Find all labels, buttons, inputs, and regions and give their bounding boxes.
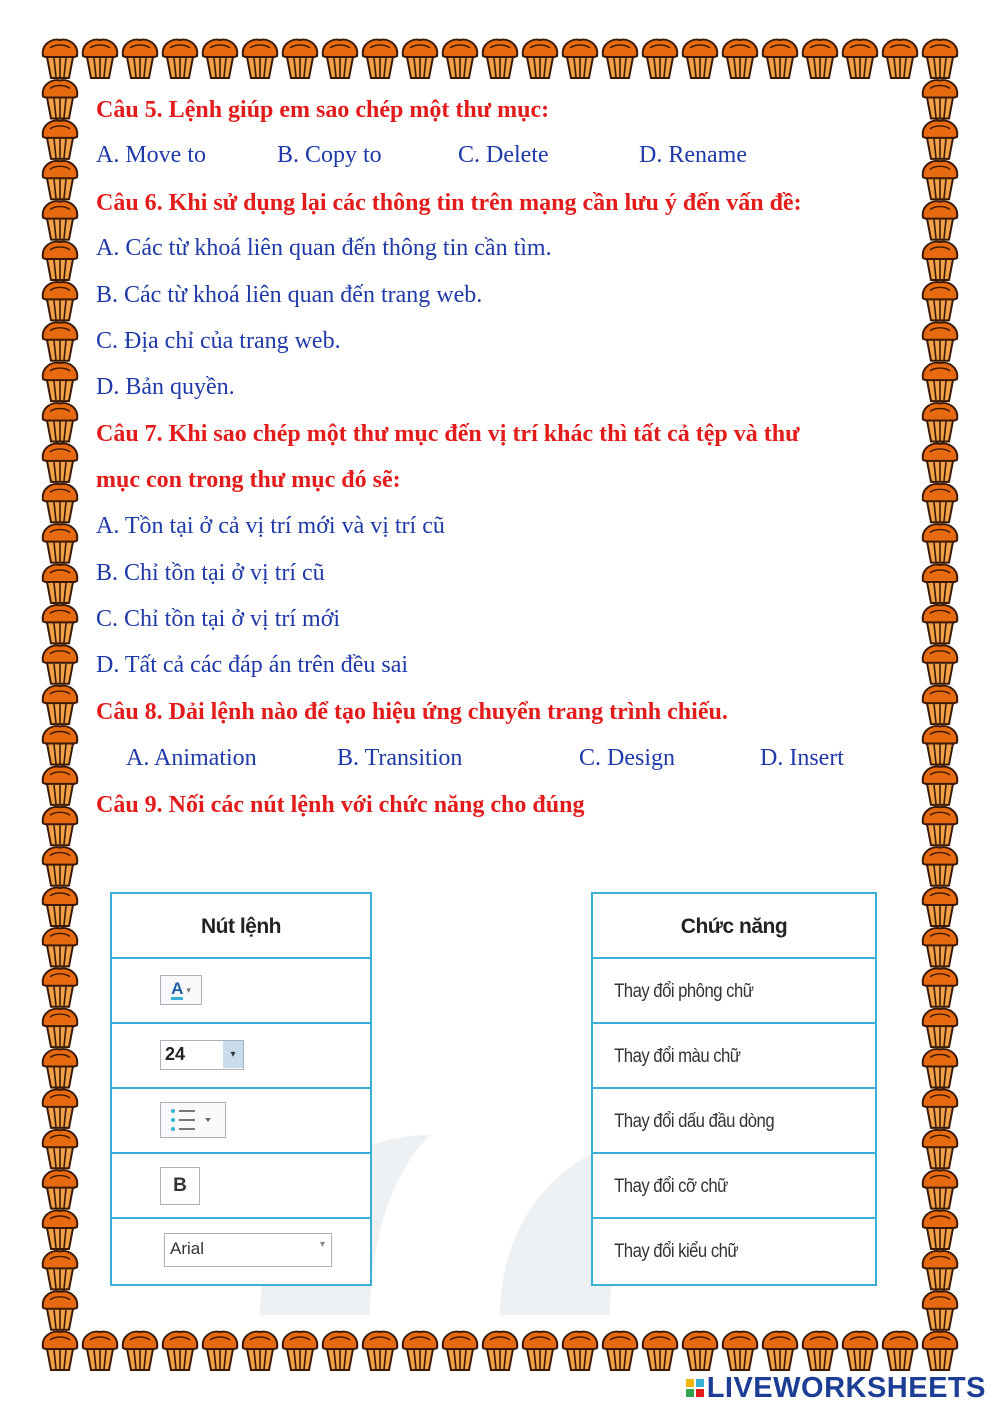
muffin-icon xyxy=(923,121,957,159)
chevron-down-icon: ▾ xyxy=(319,1239,325,1250)
buttons-table xyxy=(110,892,372,1286)
muffin-icon xyxy=(923,605,957,643)
table-row[interactable] xyxy=(593,1154,875,1219)
table-row[interactable] xyxy=(593,959,875,1024)
muffin-icon xyxy=(203,40,237,78)
muffin-icon xyxy=(923,726,957,764)
muffin-icon xyxy=(43,403,77,441)
muffin-icon xyxy=(923,161,957,199)
muffin-icon xyxy=(43,524,77,562)
buttons-table-header: Nút lệnh xyxy=(112,894,370,959)
muffin-icon xyxy=(43,807,77,845)
functions-table xyxy=(591,892,877,1286)
muffin-icon xyxy=(43,1130,77,1168)
muffin-icon xyxy=(643,40,677,78)
q8-option-a[interactable]: A. Animation xyxy=(126,745,257,771)
muffin-icon xyxy=(523,1332,557,1370)
muffin-icon xyxy=(723,1332,757,1370)
muffin-icon xyxy=(923,322,957,360)
muffin-icon xyxy=(43,645,77,683)
muffin-icon xyxy=(43,1211,77,1249)
muffin-icon xyxy=(283,1332,317,1370)
function-label: Thay đổi kiểu chữ xyxy=(614,1241,739,1262)
muffin-icon xyxy=(523,40,557,78)
muffin-icon xyxy=(923,1130,957,1168)
muffin-icon xyxy=(923,363,957,401)
chevron-down-icon: ▾ xyxy=(186,984,191,995)
muffin-icon xyxy=(643,1332,677,1370)
muffin-icon xyxy=(43,80,77,118)
table-row[interactable] xyxy=(112,1154,370,1219)
muffin-icon xyxy=(83,40,117,78)
muffin-icon xyxy=(43,1291,77,1329)
muffin-icon xyxy=(923,645,957,683)
q7-option-c[interactable]: C. Chỉ tồn tại ở vị trí mới xyxy=(96,606,341,632)
muffin-icon xyxy=(483,40,517,78)
muffin-icon xyxy=(43,484,77,522)
muffin-icon xyxy=(723,40,757,78)
muffin-icon xyxy=(683,1332,717,1370)
lw-logo-icon xyxy=(686,1374,704,1396)
muffin-icon xyxy=(163,1332,197,1370)
muffin-icon xyxy=(43,968,77,1006)
question-5-title: Câu 5. Lệnh giúp em sao chép một thư mục: xyxy=(96,97,550,123)
muffin-icon xyxy=(43,201,77,239)
function-label: Thay đổi màu chữ xyxy=(614,1046,741,1067)
muffin-icon xyxy=(923,1090,957,1128)
table-row[interactable] xyxy=(112,1219,370,1284)
question-6-title: Câu 6. Khi sử dụng lại các thông tin trên mạng cần lưu ý đến vấn đề: xyxy=(96,190,802,216)
muffin-icon xyxy=(243,1332,277,1370)
muffin-icon xyxy=(923,888,957,926)
muffin-icon xyxy=(283,40,317,78)
muffin-icon xyxy=(803,1332,837,1370)
q6-option-a[interactable]: A. Các từ khoá liên quan đến thông tin cần tìm. xyxy=(96,235,552,261)
muffin-icon xyxy=(923,484,957,522)
table-row[interactable] xyxy=(593,1089,875,1154)
table-row[interactable] xyxy=(112,959,370,1024)
muffin-icon xyxy=(43,847,77,885)
muffin-icon xyxy=(43,928,77,966)
muffin-icon xyxy=(403,40,437,78)
question-8-title: Câu 8. Dải lệnh nào để tạo hiệu ứng chuyển trang trình chiếu. xyxy=(96,699,728,725)
q7-option-b[interactable]: B. Chỉ tồn tại ở vị trí cũ xyxy=(96,560,325,586)
table-row[interactable] xyxy=(112,1089,370,1154)
q6-option-b[interactable]: B. Các từ khoá liên quan đến trang web. xyxy=(96,282,483,308)
muffin-icon xyxy=(843,40,877,78)
muffin-icon xyxy=(923,40,957,78)
muffin-icon xyxy=(43,686,77,724)
function-label: Thay đổi dấu đầu dòng xyxy=(614,1111,775,1132)
muffin-icon xyxy=(43,242,77,280)
muffin-icon xyxy=(43,1332,77,1370)
muffin-icon xyxy=(883,40,917,78)
q5-option-a[interactable]: A. Move to xyxy=(96,142,206,168)
muffin-icon xyxy=(923,403,957,441)
q6-option-c[interactable]: C. Địa chỉ của trang web. xyxy=(96,328,341,354)
muffin-icon xyxy=(43,161,77,199)
muffin-icon xyxy=(923,1291,957,1329)
muffin-icon xyxy=(43,1251,77,1289)
muffin-icon xyxy=(563,40,597,78)
liveworksheets-logo[interactable] xyxy=(686,1372,986,1405)
muffin-icon xyxy=(763,1332,797,1370)
functions-table-header: Chức năng xyxy=(593,894,875,959)
muffin-icon xyxy=(563,1332,597,1370)
muffin-icon xyxy=(43,726,77,764)
muffin-icon xyxy=(923,847,957,885)
muffin-icon xyxy=(43,363,77,401)
muffin-icon xyxy=(43,605,77,643)
muffin-icon xyxy=(603,40,637,78)
font-size-dropdown[interactable]: 24 ▾ xyxy=(160,1040,244,1070)
muffin-icon xyxy=(43,322,77,360)
muffin-icon xyxy=(83,1332,117,1370)
muffin-icon xyxy=(683,40,717,78)
muffin-icon xyxy=(923,282,957,320)
muffin-icon xyxy=(923,767,957,805)
chevron-down-icon: ▾ xyxy=(223,1041,243,1068)
question-7-title-line1: Câu 7. Khi sao chép một thư mục đến vị trí khác thì tất cả tệp và thư xyxy=(96,421,800,447)
muffin-icon xyxy=(603,1332,637,1370)
muffin-icon xyxy=(403,1332,437,1370)
q6-option-d[interactable]: D. Bản quyền. xyxy=(96,374,235,400)
brand-text: LIVEWORKSHEETS xyxy=(706,1372,986,1404)
muffin-icon xyxy=(923,524,957,562)
muffin-icon xyxy=(203,1332,237,1370)
muffin-icon xyxy=(43,1049,77,1087)
muffin-icon xyxy=(123,1332,157,1370)
muffin-icon xyxy=(883,1332,917,1370)
muffin-icon xyxy=(923,1251,957,1289)
table-row[interactable] xyxy=(112,1024,370,1089)
q7-option-a[interactable]: A. Tồn tại ở cả vị trí mới và vị trí cũ xyxy=(96,513,445,539)
q5-option-d[interactable]: D. Rename xyxy=(639,142,747,168)
muffin-icon xyxy=(923,1211,957,1249)
function-label: Thay đổi phông chữ xyxy=(614,981,754,1002)
q8-option-d[interactable]: D. Insert xyxy=(760,745,844,771)
muffin-icon xyxy=(923,807,957,845)
question-7-title-line2: mục con trong thư mục đó sẽ: xyxy=(96,467,401,493)
muffin-icon xyxy=(363,1332,397,1370)
font-name-dropdown[interactable]: Arial ▾ xyxy=(164,1233,332,1267)
muffin-icon xyxy=(43,121,77,159)
bullets-icon[interactable] xyxy=(160,1102,226,1138)
muffin-icon xyxy=(43,1009,77,1047)
table-row[interactable] xyxy=(593,1024,875,1089)
muffin-icon xyxy=(43,888,77,926)
muffin-icon xyxy=(923,444,957,482)
muffin-icon xyxy=(923,1049,957,1087)
muffin-icon xyxy=(923,686,957,724)
muffin-icon xyxy=(923,565,957,603)
muffin-icon xyxy=(923,1009,957,1047)
muffin-icon xyxy=(43,282,77,320)
q7-option-d[interactable]: D. Tất cả các đáp án trên đều sai xyxy=(96,652,409,678)
q8-option-c[interactable]: C. Design xyxy=(579,745,675,771)
q5-option-b[interactable]: B. Copy to xyxy=(277,142,382,168)
muffin-icon xyxy=(923,928,957,966)
muffin-icon xyxy=(43,40,77,78)
muffin-icon xyxy=(363,40,397,78)
muffin-icon xyxy=(43,565,77,603)
muffin-icon xyxy=(763,40,797,78)
muffin-icon xyxy=(923,201,957,239)
table-row[interactable] xyxy=(593,1219,875,1284)
muffin-icon xyxy=(923,968,957,1006)
muffin-icon xyxy=(43,1090,77,1128)
function-label: Thay đổi cỡ chữ xyxy=(614,1176,728,1197)
muffin-icon xyxy=(323,40,357,78)
muffin-icon xyxy=(443,1332,477,1370)
muffin-icon xyxy=(483,1332,517,1370)
muffin-icon xyxy=(43,444,77,482)
muffin-icon xyxy=(803,40,837,78)
muffin-icon xyxy=(923,80,957,118)
muffin-icon xyxy=(443,40,477,78)
muffin-icon xyxy=(923,1170,957,1208)
q8-option-b[interactable]: B. Transition xyxy=(337,745,463,771)
muffin-icon xyxy=(163,40,197,78)
muffin-icon xyxy=(923,1332,957,1370)
muffin-icon xyxy=(43,1170,77,1208)
muffin-icon xyxy=(43,767,77,805)
muffin-icon xyxy=(923,242,957,280)
bullet-list-icon xyxy=(161,1103,225,1137)
font-color-icon[interactable]: A ▾ xyxy=(160,975,202,1005)
muffin-icon xyxy=(123,40,157,78)
muffin-icon xyxy=(243,40,277,78)
muffin-icon xyxy=(323,1332,357,1370)
bold-icon[interactable]: B xyxy=(160,1167,200,1205)
question-9-title: Câu 9. Nối các nút lệnh với chức năng cho đúng xyxy=(96,792,585,818)
q5-option-c[interactable]: C. Delete xyxy=(458,142,549,168)
muffin-icon xyxy=(843,1332,877,1370)
